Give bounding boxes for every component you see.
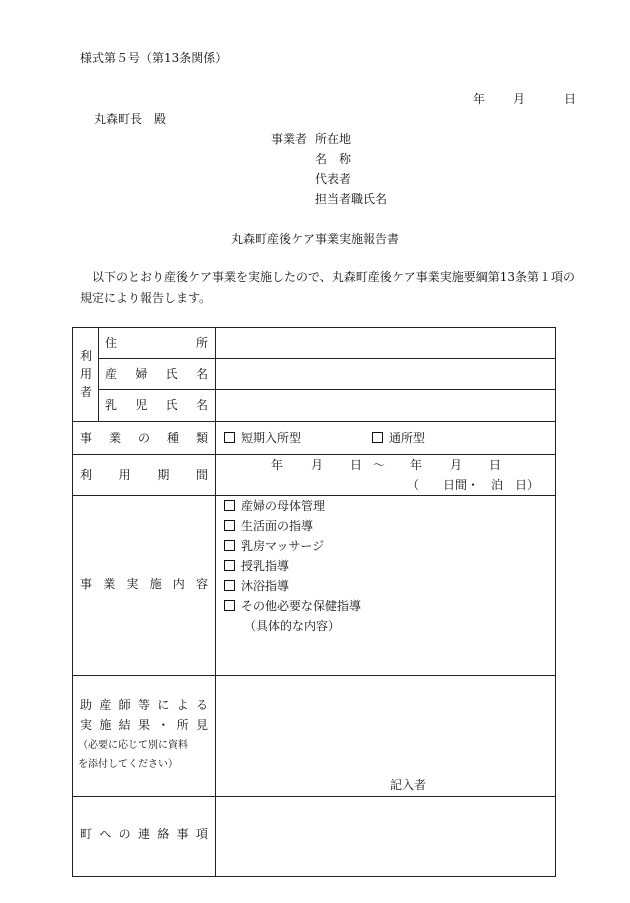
checkbox-icon[interactable] — [372, 432, 383, 443]
period-day-1: 日 — [350, 458, 363, 472]
content-option-maternal-care[interactable]: 産婦の母体管理 — [224, 500, 325, 512]
table-line — [72, 495, 556, 496]
date-month: 月 — [513, 92, 526, 106]
usage-period-label: 利 用 期 間 — [80, 468, 208, 482]
period-tilde: 〜 — [373, 458, 386, 472]
checkbox-icon[interactable] — [224, 560, 235, 571]
applicant-address-label: 所在地 — [315, 132, 352, 146]
document-title: 丸森町産後ケア事業実施報告書 — [230, 232, 399, 246]
table-line — [98, 358, 556, 359]
user-group-label: 利 用 者 — [80, 349, 93, 399]
table-border-left — [72, 327, 73, 877]
checkbox-icon[interactable] — [224, 540, 235, 551]
table-border-right — [555, 327, 556, 877]
result-label-line-2: 実 施 結 果 ・ 所 見 — [80, 718, 208, 732]
result-note-line-1: （必要に応じて別に資料 — [78, 740, 188, 751]
content-option-breast-massage[interactable]: 乳房マッサージ — [224, 540, 324, 552]
checkbox-icon[interactable] — [224, 580, 235, 591]
table-line — [98, 389, 556, 390]
recorder-label: 記入者 — [390, 778, 427, 792]
contact-items-label: 町 へ の 連 絡 事 項 — [80, 827, 208, 841]
content-option-other-health[interactable]: その他必要な保健指導 — [224, 600, 361, 612]
applicant-name-label: 名 称 — [315, 152, 352, 166]
period-day-2: 日 — [489, 458, 502, 472]
checkbox-icon[interactable] — [224, 600, 235, 611]
table-border-bottom — [72, 876, 556, 877]
period-month-1: 月 — [311, 458, 324, 472]
period-month-2: 月 — [450, 458, 463, 472]
type-option-short-stay[interactable]: 短期入所型 — [224, 432, 301, 444]
table-line — [72, 421, 556, 422]
table-line — [72, 796, 556, 797]
type-option-day-care[interactable]: 通所型 — [372, 432, 425, 444]
form-number: 様式第５号（第13条関係） — [80, 51, 228, 65]
date-day: 日 — [564, 92, 577, 106]
applicant-representative-label: 代表者 — [315, 172, 352, 186]
table-divider — [215, 327, 216, 877]
table-line — [72, 454, 556, 455]
infant-name-label: 乳 児 氏 名 — [105, 398, 208, 412]
body-text: 以下のとおり産後ケア事業を実施したので、丸森町産後ケア事業実施要綱第13条第１項の規定により報告します。 — [80, 270, 576, 305]
applicant-contact-label: 担当者職氏名 — [315, 192, 388, 206]
address-label: 住 所 — [105, 336, 208, 350]
period-duration: （ 日間・ 泊 日） — [407, 478, 540, 492]
checkbox-icon[interactable] — [224, 432, 235, 443]
checkbox-icon[interactable] — [224, 520, 235, 531]
addressee: 丸森町長 殿 — [94, 112, 167, 126]
business-content-label: 事 業 実 施 内 容 — [80, 577, 208, 591]
table-divider — [98, 327, 99, 422]
content-note: （具体的な内容） — [244, 619, 341, 633]
period-year-2: 年 — [410, 458, 423, 472]
business-type-label: 事 業 の 種 類 — [80, 431, 208, 445]
mother-name-label: 産 婦 氏 名 — [105, 367, 208, 381]
checkbox-icon[interactable] — [224, 500, 235, 511]
applicant-prefix: 事業者 — [271, 132, 308, 146]
table-line — [72, 675, 556, 676]
content-option-lifestyle-guidance[interactable]: 生活面の指導 — [224, 520, 313, 532]
content-option-bathing[interactable]: 沐浴指導 — [224, 580, 289, 592]
content-option-breastfeeding[interactable]: 授乳指導 — [224, 560, 289, 572]
period-year-1: 年 — [271, 458, 284, 472]
table-border-top — [72, 327, 556, 328]
date-year: 年 — [473, 92, 486, 106]
result-label-line-1: 助 産 師 等 に よ る — [80, 698, 208, 712]
result-note-line-2: を添付してください） — [78, 759, 178, 770]
